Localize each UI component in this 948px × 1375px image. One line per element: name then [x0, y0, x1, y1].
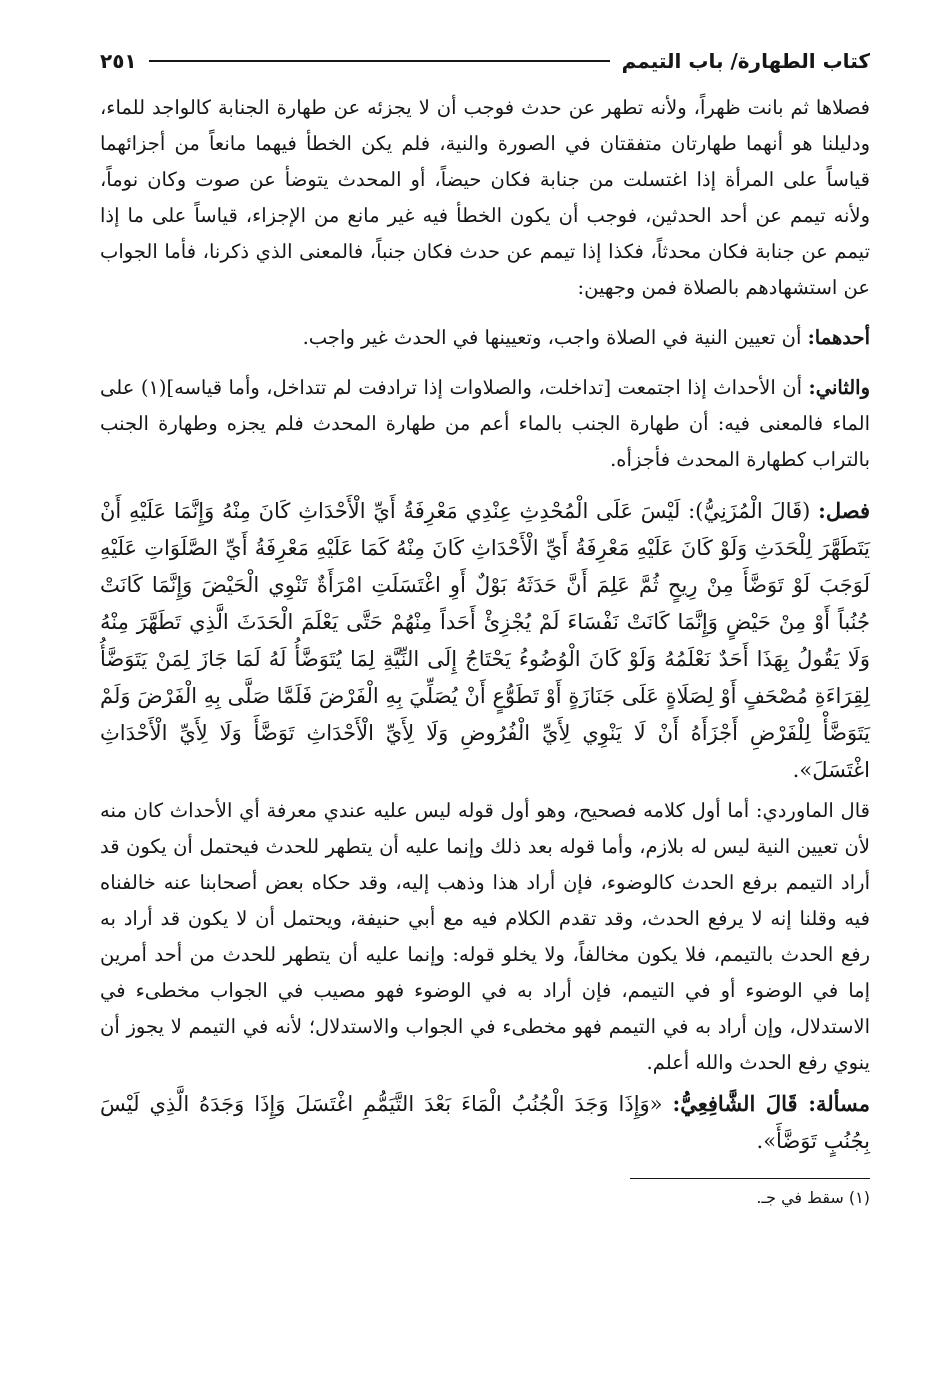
paragraph-1: فصلاها ثم بانت ظهراً، ولأنه تطهر عن حدث فوجب أن لا يجزئه عن طهارة الجنابة كالواجد للماء، ودليلنا هو أنهما طهارتان متفقتان في الصورة والنية، فلم يكن الخطأ فيهما مانعاً من أجزائهما قياساً على المرأة إذا اغتسلت من جنابة فكان حيضاً، أو المحدث يتوضأ عن صوت وكان نوماً، ولأنه تيمم عن أحد الحدثين، فوجب أن يكون الخطأ فيه غير مانع من الإجزاء، قياساً على ما إذا تيمم عن جنابة فكان محدثاً، فكذا إذا تيمم عن حدث فكان جنباً، فالمعنى الذي ذكرنا، فأما الجواب عن استشهادهم بالصلاة فمن وجهين: — [100, 96, 870, 299]
page-body — [100, 90, 870, 1160]
first-aspect-label: أحدهما: — [807, 326, 870, 349]
footnote: (١) سقط في جـ. — [756, 1188, 870, 1207]
section-label: فصل: — [818, 498, 870, 523]
page-number: ٢٥١ — [100, 49, 137, 73]
second-aspect-label: والثاني: — [808, 376, 870, 399]
running-header — [100, 40, 870, 82]
page — [100, 40, 870, 1213]
first-aspect-text: أن تعيين النية في الصلاة واجب، وتعيينها في الحدث غير واجب. — [302, 326, 808, 349]
running-title: كتاب الطهارة/ باب التيمم — [621, 49, 870, 73]
masala-text: «وَإِذَا وَجَدَ الْجُنُبُ الْمَاءَ بَعْدَ التَّيَمُّمِ اغْتَسَلَ وَإِذَا وَجَدَهُ الَّذِي لَيْسَ بِجُنُبٍ تَوَضَّأَ». — [100, 1092, 870, 1153]
second-aspect-text: أن الأحداث إذا اجتمعت [تداخلت، والصلاوات إذا ترادفت لم تتداخل، وأما قياسه](١) على الماء فالمعنى فيه: أن طهارة الجنب بالماء أعم من طهارة المحدث فلم يجزه وطهارة الجنب بالتراب كطهارة المحدث فأجزأه. — [100, 376, 870, 471]
masala-label: مسألة: قَالَ الشَّافِعِيُّ: — [672, 1091, 870, 1116]
header-rule — [149, 60, 610, 62]
paragraph-muzani-section — [100, 492, 870, 789]
paragraph-second-aspect — [100, 370, 870, 478]
muzani-text: (قَالَ الْمُزَنِيُّ): لَيْسَ عَلَى الْمُحْدِثِ عِنْدِي مَعْرِفَةُ أَيِّ الْأَحْدَاثِ كَانَ مِنْهُ وَإِنَّمَا عَلَيْهِ أَنْ يَتَطَهَّرَ لِلْحَدَثِ وَلَوْ كَانَ عَلَيْهِ مَعْرِفَةُ أَيِّ الْأَحْدَاثِ كَانَ مِنْهُ كَمَا عَلَيْهِ مَعْرِفَةُ أَيِّ الصَّلَوَاتِ عَلَيْهِ لَوَجَبَ لَوْ تَوَضَّأَ مِنْ رِيحٍ ثُمَّ عَلِمَ أَنَّ حَدَثَهُ بَوْلٌ أَوِ اغْتَسَلَتِ امْرَأَةٌ تَنْوِي الْحَيْضَ وَإِنَّمَا كَانَتْ جُنُباً أَوْ مِنْ حَيْضٍ وَإِنَّمَا كَانَتْ نَفْسَاءَ لَمْ يُجْزِئْ أَحَداً مِنْهُمْ حَتَّى يَعْلَمَ الْحَدَثَ الَّذِي تَطَهَّرَ مِنْهُ وَلَا يَقُولُ بِهَذَا أَحَدٌ نَعْلَمُهُ وَلَوْ كَانَ الْوُضُوءُ يَحْتَاجُ إِلَى النِّيَّةِ لِمَا يُتَوَضَّأُ لَهُ لَمَا جَازَ لِمَنْ يَتَوَضَّأُ لِقِرَاءَةِ مُصْحَفٍ أَوْ لِصَلَاةٍ عَلَى جَنَازَةٍ أَوْ تَطَوُّعٍ أَنْ يُصَلِّيَ بِهِ الْفَرْضَ فَلَمَّا صَلَّى بِهِ الْفَرْضَ وَلَمْ يَتَوَضَّأْ لِلْفَرْضِ أَجْزَأَهُ أَنْ لَا يَنْوِي لِأَيِّ الْفُرُوضِ وَلَا لِأَيِّ الْأَحْدَاثِ تَوَضَّأَ وَلَا لِأَيِّ الْأَحْدَاثِ اغْتَسَلَ». — [100, 499, 870, 782]
paragraph-masala — [100, 1085, 870, 1160]
footnote-rule — [630, 1178, 870, 1179]
paragraph-first-aspect — [100, 320, 870, 356]
paragraph-mawardi: قال الماوردي: أما أول كلامه فصحيح، وهو أول قوله ليس عليه عندي معرفة أي الأحداث كان منه لأن تعيين النية ليس له بلازم، وأما قوله بعد ذلك وإنما عليه أن يتطهر للحدث فيحتمل أن يكون قد أراد التيمم برفع الحدث كالوضوء، فإن أراد هذا وذهب إليه، وقد حكاه بعض أصحابنا عنه خالفناه فيه وقلنا إنه لا يرفع الحدث، وقد تقدم الكلام فيه مع أبي حنيفة، ويحتمل أن لا يكون قد أراد به رفع الحدث بالتيمم، فلا يكون مخالفاً، ولا يخلو قوله: وإنما عليه أن يتطهر للحدث من أحد أمرين إما في الوضوء أو في التيمم، فإن أراد به في الوضوء فهو مصيب في الجواب مخطىء في الاستدلال، وإن أراد به في التيمم فهو مخطىء في الجواب والاستدلال؛ لأنه في التيمم لا يجوز أن ينوي رفع الحدث والله أعلم. — [100, 799, 870, 1074]
